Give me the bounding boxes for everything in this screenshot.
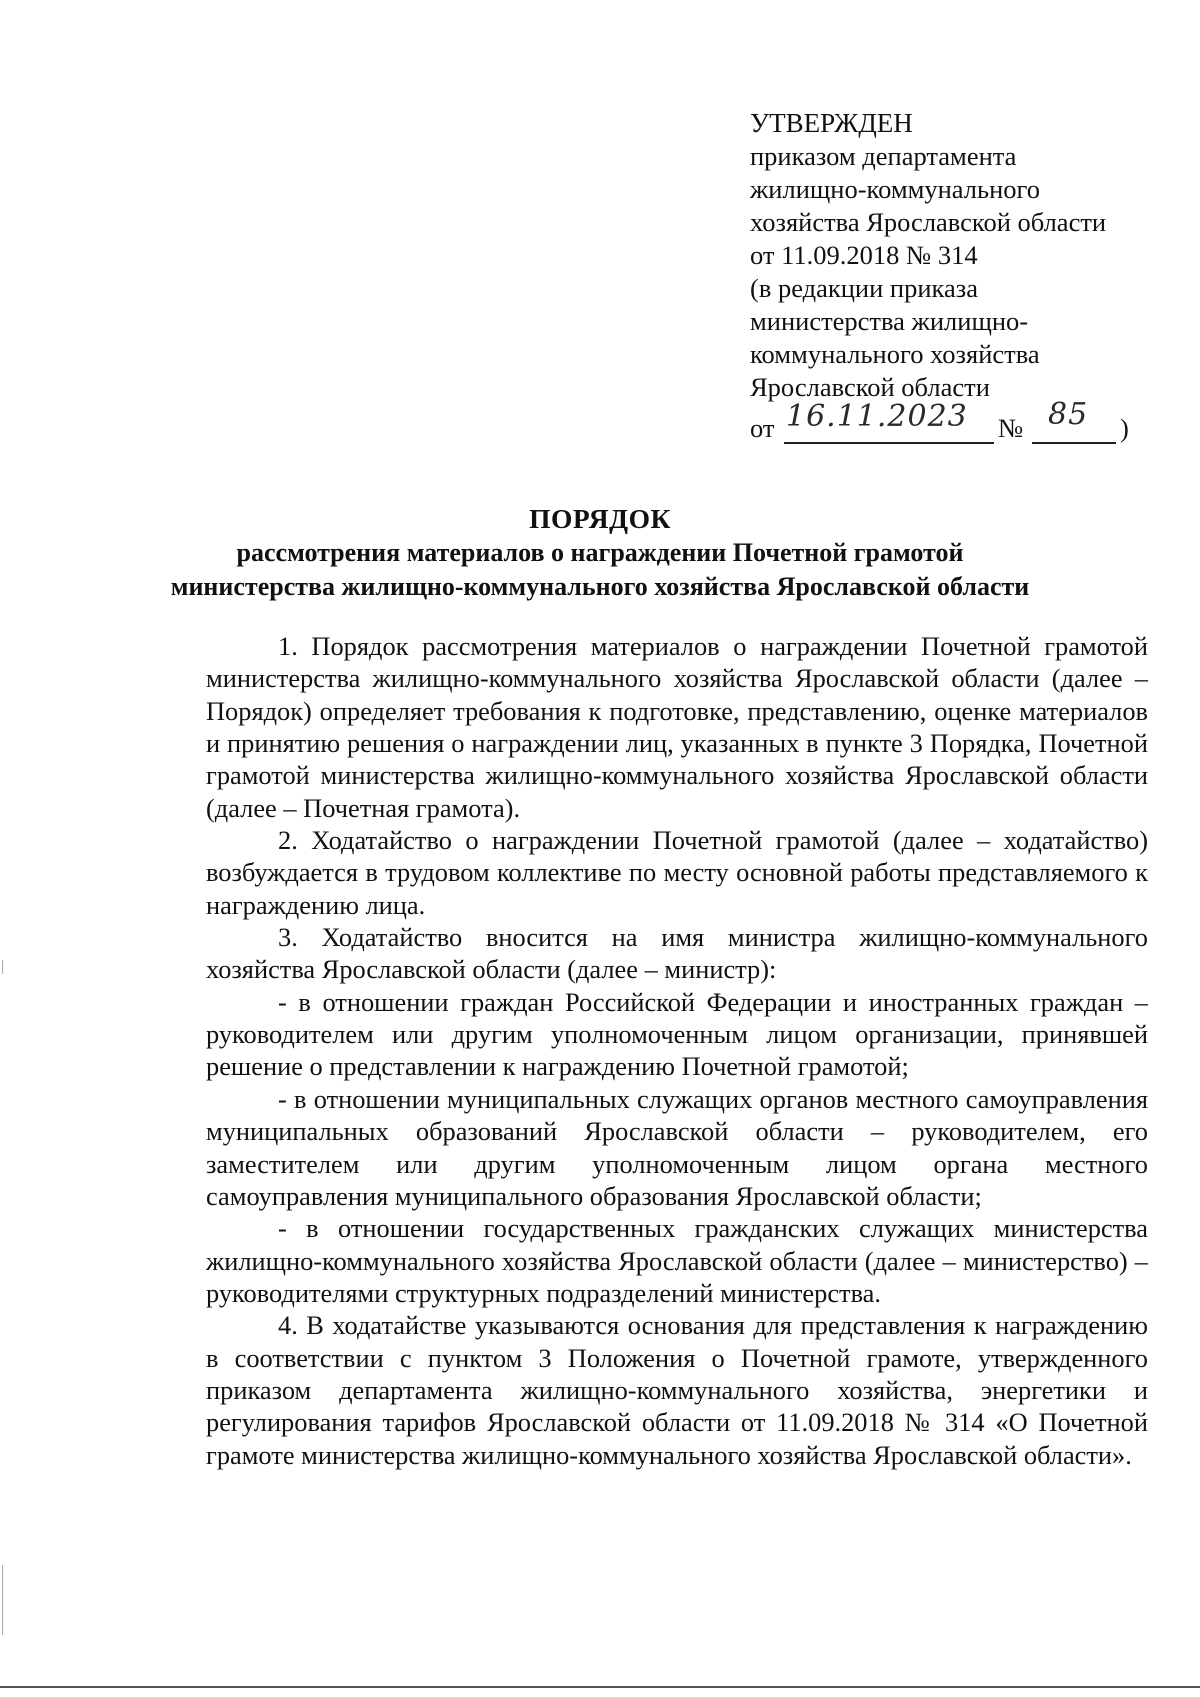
approval-line: коммунального хозяйства (750, 339, 1040, 369)
document-title (0, 502, 1200, 604)
date-underline (784, 442, 994, 444)
paragraph-3: 3. Ходатайство вносится на имя министра жилищно-коммунального хозяйства Ярославской области (далее – министр): (206, 922, 1148, 985)
edition-date-row (750, 397, 1170, 446)
approval-stamp-block (750, 107, 1170, 446)
title-subtitle-line: министерства жилищно-коммунального хозяйства Ярославской области (170, 572, 1030, 601)
approval-line: Ярославской области (750, 372, 990, 402)
document-body (206, 630, 1148, 1471)
paragraph-4: 4. В ходатайстве указываются основания для представления к награждению в соответствии с пунктом 3 Положения о Почетной грамоте, утвержденного приказом департамента жилищно-коммунального хозяйства, энергетики и регулирования тарифов Ярославской области от 11.09.2018 № 314 «О Почетной грамоте министерства жилищно-коммунального хозяйства Ярославской области». (206, 1310, 1148, 1470)
approval-line: (в редакции приказа (750, 273, 978, 303)
title-main: ПОРЯДОК (529, 503, 671, 534)
approval-line: министерства жилищно- (750, 306, 1029, 336)
approval-line: от 11.09.2018 № 314 (750, 240, 978, 270)
scan-artifact-mark (2, 960, 3, 974)
paragraph-3-item-state: - в отношении государственных гражданских служащих министерства жилищно-коммунального хозяйства Ярославской области (далее – министерство) – руководителями структурных подразделений министерства. (206, 1213, 1148, 1308)
handwritten-number: 85 (1048, 397, 1089, 432)
scan-artifact-mark (2, 1565, 3, 1635)
approval-line: хозяйства Ярославской области (750, 207, 1107, 237)
paragraph-2: 2. Ходатайство о награждении Почетной грамотой (далее – ходатайство) возбуждается в трудовом коллективе по месту основной работы представляемого к награждению лица. (206, 825, 1148, 920)
number-label: № (998, 413, 1024, 443)
paragraph-1: 1. Порядок рассмотрения материалов о награждении Почетной грамотой министерства жилищно-коммунального хозяйства Ярославской области (далее – Порядок) определяет требования к подготовке, представлению, оценке материалов и принятию решения о награждении лиц, указанных в пункте 3 Порядка, Почетной грамотой министерства жилищно-коммунального хозяйства Ярославской области (далее – Почетная грамота). (206, 631, 1148, 823)
paragraph-3-item-citizens: - в отношении граждан Российской Федерации и иностранных граждан – руководителем или другим уполномоченным лицом организации, принявшей решение о представлении к награждению Почетной грамотой; (206, 986, 1148, 1082)
handwritten-date: 16.11.2023 (786, 399, 968, 434)
number-underline (1032, 442, 1116, 444)
paragraph-3-item-municipal: - в отношении муниципальных служащих органов местного самоуправления муниципальных образований Ярославской области – руководителем, его заместителем или другим уполномоченным лицом органа местного самоуправления муниципального образования Ярославской области; (206, 1083, 1148, 1211)
edition-prefix: от (750, 413, 775, 443)
approval-heading: УТВЕРЖДЕН (750, 108, 913, 138)
title-subtitle-line: рассмотрения материалов о награждении Почетной грамотой (236, 538, 964, 567)
approval-line: приказом департамента (750, 141, 1017, 171)
approval-line: жилищно-коммунального (750, 174, 1040, 204)
scan-bottom-edge (0, 1686, 1200, 1688)
edition-close-paren: ) (1120, 413, 1129, 443)
